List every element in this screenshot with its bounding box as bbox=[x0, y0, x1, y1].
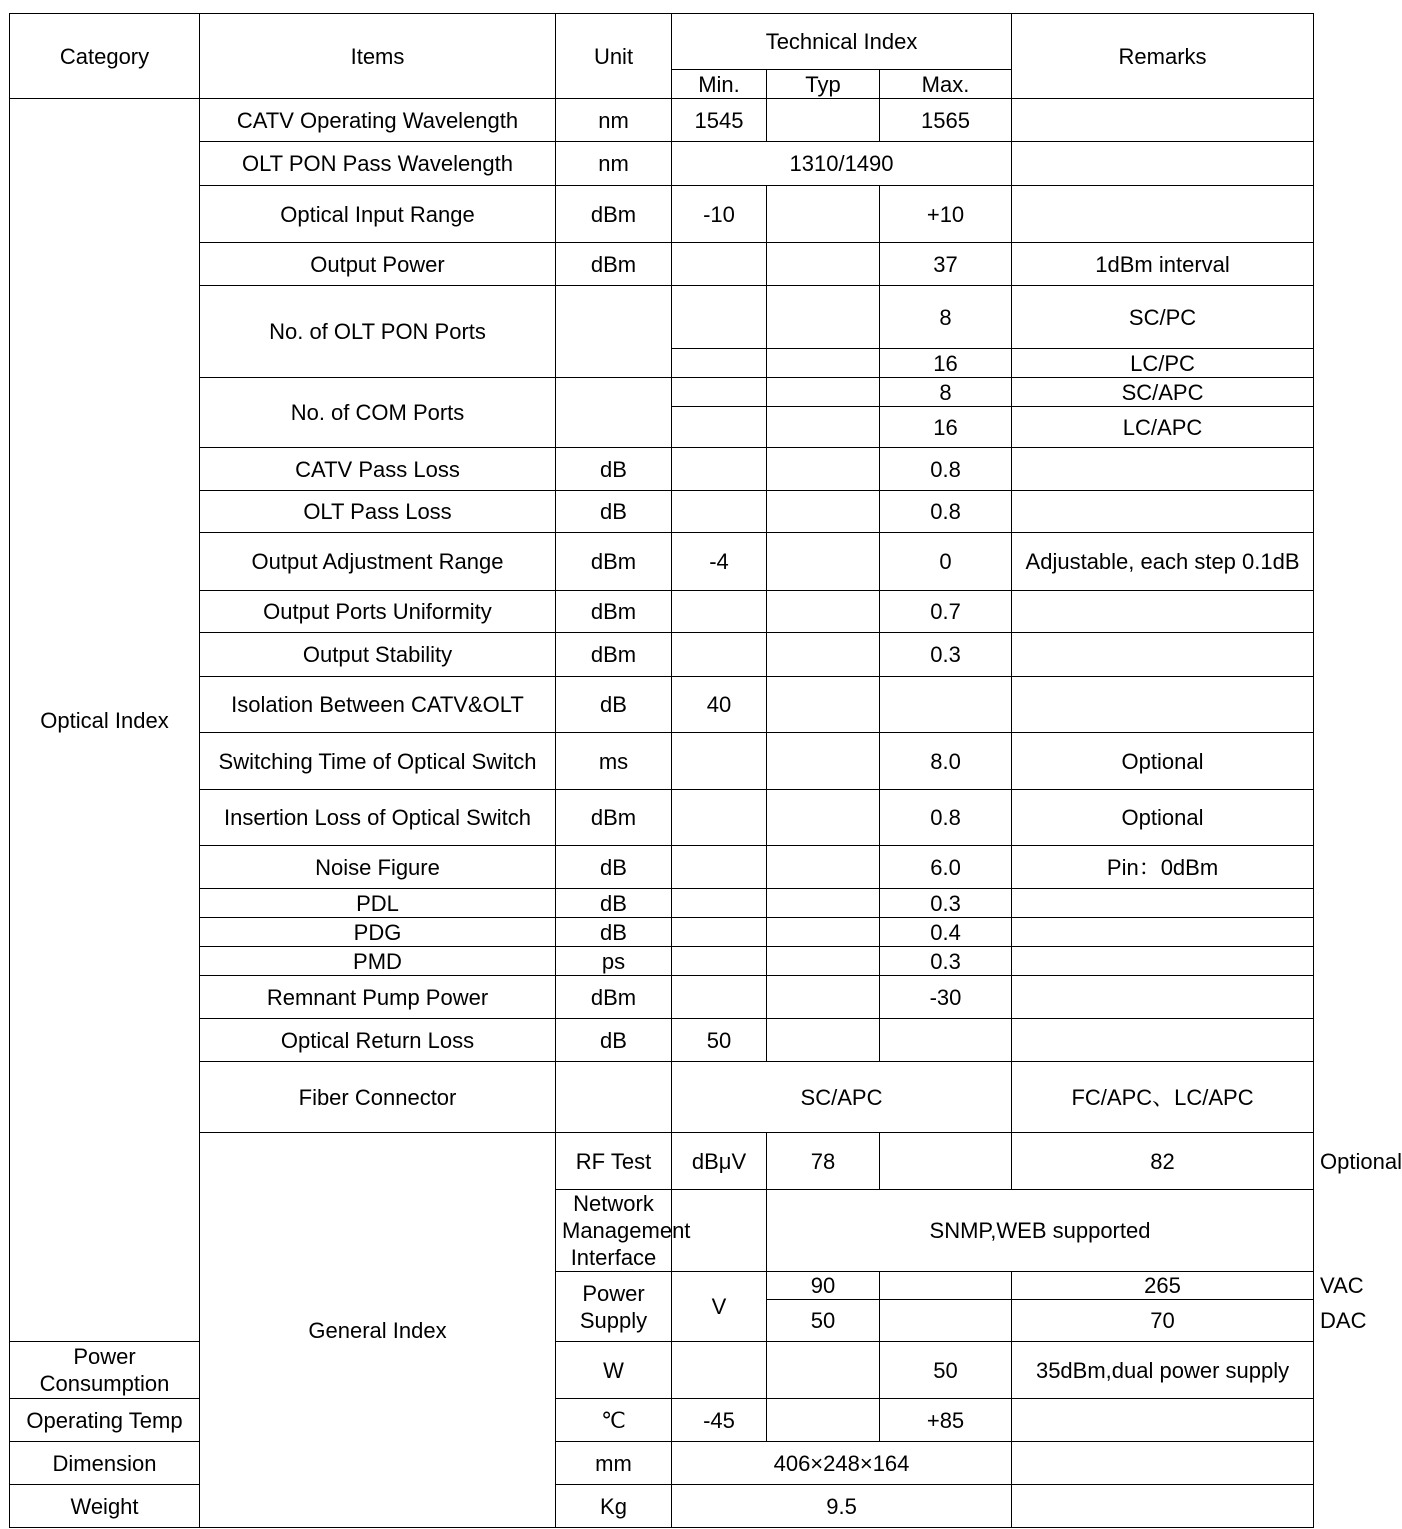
unit-cell: dBμV bbox=[672, 1133, 767, 1190]
min-cell bbox=[672, 243, 767, 286]
table-row bbox=[10, 142, 1314, 186]
category-general: General Index bbox=[200, 1133, 556, 1528]
remark-cell: Optional bbox=[1012, 790, 1314, 846]
table-row bbox=[10, 846, 1314, 889]
table-row bbox=[10, 243, 1314, 286]
value-cell: 1310/1490 bbox=[672, 142, 1012, 186]
min-cell: 50 bbox=[767, 1300, 880, 1342]
typ-cell bbox=[880, 1272, 1012, 1300]
min-cell bbox=[672, 790, 767, 846]
remark-cell: FC/APC、LC/APC bbox=[1012, 1062, 1314, 1133]
category-optical: Optical Index bbox=[10, 99, 200, 1342]
spec-table bbox=[9, 13, 1402, 1528]
typ-cell bbox=[880, 1300, 1012, 1342]
remark-cell: LC/APC bbox=[1012, 407, 1314, 448]
typ-cell bbox=[767, 1019, 880, 1062]
unit-cell: nm bbox=[556, 99, 672, 142]
max-cell: 1565 bbox=[880, 99, 1012, 142]
header-items: Items bbox=[200, 14, 556, 99]
table-row bbox=[10, 790, 1314, 846]
table-row bbox=[10, 947, 1314, 976]
min-cell bbox=[672, 918, 767, 947]
remark-cell: 35dBm,dual power supply bbox=[1012, 1342, 1314, 1399]
min-cell bbox=[672, 378, 767, 407]
typ-cell bbox=[767, 99, 880, 142]
item-label: PDG bbox=[200, 918, 556, 947]
typ-cell bbox=[767, 733, 880, 790]
max-cell: +85 bbox=[880, 1399, 1012, 1442]
table-row bbox=[10, 1019, 1314, 1062]
unit-cell: dBm bbox=[556, 790, 672, 846]
max-cell: 0.3 bbox=[880, 889, 1012, 918]
max-cell: 37 bbox=[880, 243, 1012, 286]
min-cell bbox=[672, 1342, 767, 1399]
unit-cell: dBm bbox=[556, 976, 672, 1019]
table-row: 50 70 DAC bbox=[10, 1300, 1314, 1342]
min-cell bbox=[672, 286, 767, 349]
table-row bbox=[10, 976, 1314, 1019]
item-label: Operating Temp bbox=[10, 1399, 200, 1442]
min-cell bbox=[672, 976, 767, 1019]
min-cell bbox=[672, 633, 767, 677]
typ-cell bbox=[767, 790, 880, 846]
item-label: Optical Return Loss bbox=[200, 1019, 556, 1062]
max-cell: 8 bbox=[880, 378, 1012, 407]
unit-cell: dB bbox=[556, 889, 672, 918]
remark-cell bbox=[1012, 1485, 1314, 1528]
max-cell: 0.3 bbox=[880, 947, 1012, 976]
min-cell bbox=[672, 407, 767, 448]
unit-cell: nm bbox=[556, 142, 672, 186]
typ-cell bbox=[767, 976, 880, 1019]
remark-cell bbox=[1012, 448, 1314, 491]
typ-cell bbox=[767, 1342, 880, 1399]
value-cell: SC/APC bbox=[672, 1062, 1012, 1133]
item-label: CATV Operating Wavelength bbox=[200, 99, 556, 142]
unit-cell: dBm bbox=[556, 533, 672, 591]
min-cell bbox=[672, 947, 767, 976]
item-label: Output Stability bbox=[200, 633, 556, 677]
min-cell: 50 bbox=[672, 1019, 767, 1062]
max-cell: 0 bbox=[880, 533, 1012, 591]
header-technical-index: Technical Index bbox=[672, 14, 1012, 70]
min-cell: -45 bbox=[672, 1399, 767, 1442]
unit-cell: dB bbox=[556, 1019, 672, 1062]
remark-cell bbox=[1012, 947, 1314, 976]
unit-cell: V bbox=[672, 1272, 767, 1342]
unit-cell: dBm bbox=[556, 633, 672, 677]
remark-cell bbox=[1012, 186, 1314, 243]
remark-cell: SC/PC bbox=[1012, 286, 1314, 349]
table-row bbox=[10, 591, 1314, 633]
remark-cell: SC/APC bbox=[1012, 378, 1314, 407]
item-label: Remnant Pump Power bbox=[200, 976, 556, 1019]
max-cell: 70 bbox=[1012, 1300, 1314, 1342]
remark-cell bbox=[1012, 918, 1314, 947]
max-cell: -30 bbox=[880, 976, 1012, 1019]
max-cell: 6.0 bbox=[880, 846, 1012, 889]
table-row bbox=[10, 378, 1314, 407]
max-cell: 0.8 bbox=[880, 491, 1012, 533]
typ-cell bbox=[767, 378, 880, 407]
item-label: Network Management Interface bbox=[556, 1190, 672, 1272]
typ-cell bbox=[767, 491, 880, 533]
min-cell bbox=[672, 591, 767, 633]
item-label: OLT PON Pass Wavelength bbox=[200, 142, 556, 186]
remark-cell bbox=[1012, 1019, 1314, 1062]
remark-cell bbox=[1012, 1442, 1314, 1485]
typ-cell bbox=[767, 889, 880, 918]
table-row bbox=[10, 448, 1314, 491]
item-label: Weight bbox=[10, 1485, 200, 1528]
max-cell: 0.7 bbox=[880, 591, 1012, 633]
min-cell: -10 bbox=[672, 186, 767, 243]
min-cell bbox=[672, 733, 767, 790]
typ-cell bbox=[767, 243, 880, 286]
min-cell bbox=[672, 846, 767, 889]
item-label: OLT Pass Loss bbox=[200, 491, 556, 533]
min-cell: 90 bbox=[767, 1272, 880, 1300]
max-cell: 8.0 bbox=[880, 733, 1012, 790]
max-cell: 265 bbox=[1012, 1272, 1314, 1300]
min-cell bbox=[672, 491, 767, 533]
typ-cell bbox=[767, 918, 880, 947]
unit-cell bbox=[556, 286, 672, 378]
remark-cell bbox=[1012, 976, 1314, 1019]
table-row bbox=[10, 99, 1314, 142]
item-label: Output Power bbox=[200, 243, 556, 286]
typ-cell bbox=[767, 448, 880, 491]
unit-cell: dB bbox=[556, 846, 672, 889]
value-cell: 9.5 bbox=[672, 1485, 1012, 1528]
table-row bbox=[10, 889, 1314, 918]
item-label: Dimension bbox=[10, 1442, 200, 1485]
table-row bbox=[10, 918, 1314, 947]
min-cell: 1545 bbox=[672, 99, 767, 142]
typ-cell bbox=[767, 286, 880, 349]
table-row bbox=[10, 186, 1314, 243]
table-row bbox=[10, 491, 1314, 533]
unit-cell: mm bbox=[556, 1442, 672, 1485]
typ-cell bbox=[767, 591, 880, 633]
table-row bbox=[10, 286, 1314, 349]
item-label: Switching Time of Optical Switch bbox=[200, 733, 556, 790]
table-row: General Index RF Test dBμV 78 82 Optional bbox=[10, 1133, 1314, 1190]
item-label: Power Supply bbox=[556, 1272, 672, 1342]
header-category: Category bbox=[10, 14, 200, 99]
unit-cell bbox=[556, 378, 672, 448]
header-min: Min. bbox=[672, 70, 767, 99]
item-label: Power Consumption bbox=[10, 1342, 200, 1399]
item-label: PMD bbox=[200, 947, 556, 976]
header-unit: Unit bbox=[556, 14, 672, 99]
item-label: Noise Figure bbox=[200, 846, 556, 889]
max-cell bbox=[880, 677, 1012, 733]
table-row bbox=[10, 533, 1314, 591]
remark-cell bbox=[1012, 677, 1314, 733]
max-cell bbox=[880, 1019, 1012, 1062]
unit-cell: dBm bbox=[556, 186, 672, 243]
item-label: No. of OLT PON Ports bbox=[200, 286, 556, 378]
unit-cell: dBm bbox=[556, 591, 672, 633]
unit-cell: dB bbox=[556, 491, 672, 533]
remark-cell bbox=[1012, 142, 1314, 186]
remark-cell bbox=[1012, 591, 1314, 633]
table-row bbox=[10, 733, 1314, 790]
table-row: Power Supply V 90 265 VAC bbox=[10, 1272, 1314, 1300]
max-cell: 0.4 bbox=[880, 918, 1012, 947]
remark-cell: Pin：0dBm bbox=[1012, 846, 1314, 889]
unit-cell: W bbox=[556, 1342, 672, 1399]
remark-cell: Adjustable, each step 0.1dB bbox=[1012, 533, 1314, 591]
value-cell: 406×248×164 bbox=[672, 1442, 1012, 1485]
max-cell: 82 bbox=[1012, 1133, 1314, 1190]
unit-cell bbox=[556, 1062, 672, 1133]
item-label: Isolation Between CATV&OLT bbox=[200, 677, 556, 733]
max-cell: 8 bbox=[880, 286, 1012, 349]
header-remarks: Remarks bbox=[1012, 14, 1314, 99]
remark-cell: LC/PC bbox=[1012, 349, 1314, 378]
remark-cell bbox=[1012, 1399, 1314, 1442]
typ-cell bbox=[767, 846, 880, 889]
table-row bbox=[10, 633, 1314, 677]
min-cell bbox=[672, 448, 767, 491]
typ-cell bbox=[767, 349, 880, 378]
max-cell: 0.3 bbox=[880, 633, 1012, 677]
max-cell: 16 bbox=[880, 407, 1012, 448]
item-label: No. of COM Ports bbox=[200, 378, 556, 448]
typ-cell bbox=[880, 1133, 1012, 1190]
typ-cell bbox=[767, 633, 880, 677]
item-label: RF Test bbox=[556, 1133, 672, 1190]
item-label: Output Ports Uniformity bbox=[200, 591, 556, 633]
unit-cell: dB bbox=[556, 677, 672, 733]
max-cell: 0.8 bbox=[880, 448, 1012, 491]
item-label: Optical Input Range bbox=[200, 186, 556, 243]
unit-cell: Kg bbox=[556, 1485, 672, 1528]
item-label: CATV Pass Loss bbox=[200, 448, 556, 491]
header-max: Max. bbox=[880, 70, 1012, 99]
unit-cell: dB bbox=[556, 918, 672, 947]
min-cell: 40 bbox=[672, 677, 767, 733]
min-cell bbox=[672, 349, 767, 378]
typ-cell bbox=[767, 186, 880, 243]
unit-cell: dBm bbox=[556, 243, 672, 286]
header-typ: Typ bbox=[767, 70, 880, 99]
max-cell: 50 bbox=[880, 1342, 1012, 1399]
value-cell: SNMP,WEB supported bbox=[767, 1190, 1314, 1272]
min-cell: -4 bbox=[672, 533, 767, 591]
unit-cell: dB bbox=[556, 448, 672, 491]
max-cell: +10 bbox=[880, 186, 1012, 243]
remark-cell bbox=[1012, 633, 1314, 677]
item-label: Insertion Loss of Optical Switch bbox=[200, 790, 556, 846]
typ-cell bbox=[767, 533, 880, 591]
remark-cell bbox=[1012, 491, 1314, 533]
min-cell bbox=[672, 889, 767, 918]
item-label: Output Adjustment Range bbox=[200, 533, 556, 591]
typ-cell bbox=[767, 407, 880, 448]
unit-cell: ms bbox=[556, 733, 672, 790]
typ-cell bbox=[767, 1399, 880, 1442]
remark-cell bbox=[1012, 99, 1314, 142]
remark-cell: Optional bbox=[1012, 733, 1314, 790]
typ-cell bbox=[767, 947, 880, 976]
item-label: PDL bbox=[200, 889, 556, 918]
unit-cell: ℃ bbox=[556, 1399, 672, 1442]
remark-cell: 1dBm interval bbox=[1012, 243, 1314, 286]
max-cell: 0.8 bbox=[880, 790, 1012, 846]
typ-cell bbox=[767, 677, 880, 733]
remark-cell bbox=[1012, 889, 1314, 918]
item-label: Fiber Connector bbox=[200, 1062, 556, 1133]
table-row bbox=[10, 1062, 1314, 1133]
max-cell: 16 bbox=[880, 349, 1012, 378]
unit-cell: ps bbox=[556, 947, 672, 976]
table-row bbox=[10, 677, 1314, 733]
min-cell: 78 bbox=[767, 1133, 880, 1190]
